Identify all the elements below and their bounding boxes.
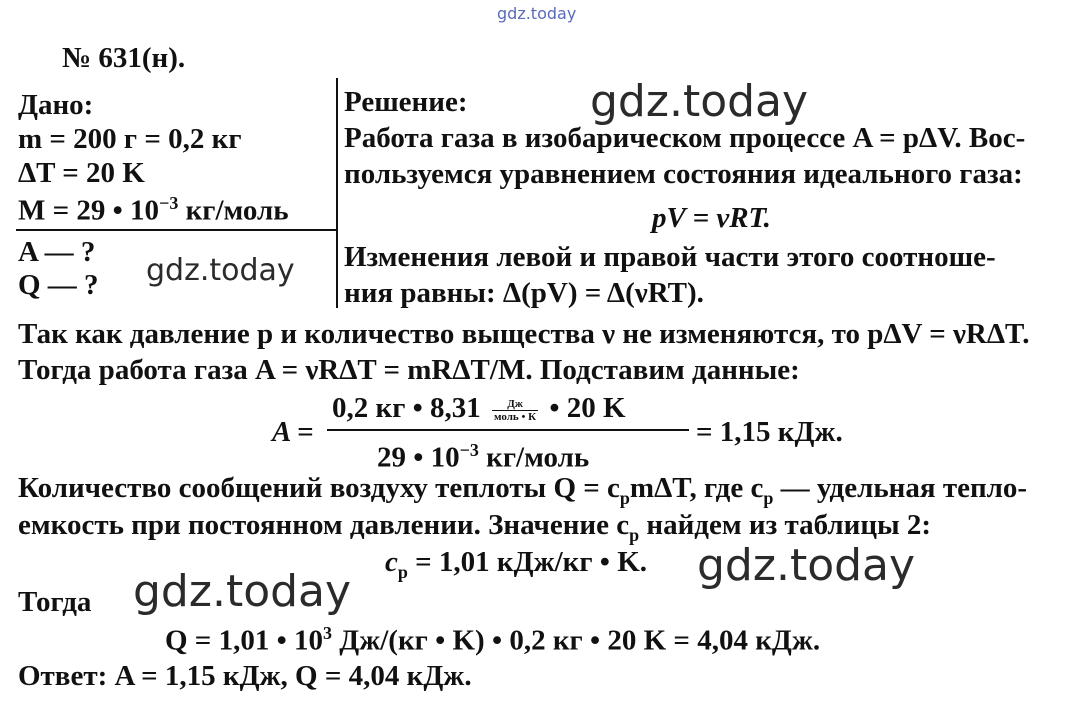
heat-formula-pre: Q = 1,01 • 10 — [165, 624, 323, 657]
formula-denominator — [377, 440, 589, 475]
watermark-top: gdz.today — [497, 4, 577, 23]
denominator-unit: кг/моль — [478, 441, 590, 474]
given-divider — [16, 229, 338, 231]
given-molar-mass — [18, 194, 289, 226]
solution-line-4: Изменения левой и правой части этого соотноше- — [344, 241, 996, 273]
line-9-post: найдем из таблицы 2: — [639, 509, 932, 541]
problem-number: № 631(н). — [62, 42, 186, 74]
given-molar-mass-pre: M = 29 • 10 — [18, 194, 160, 227]
line-8-mid: mΔT, где c — [629, 472, 764, 504]
solution-line-8 — [18, 474, 1027, 507]
cp-value: = 1,01 кДж/кг • K. — [407, 546, 647, 578]
solution-line-7: Тогда работа газа A = νRΔT = mRΔT/M. Подставим данные: — [18, 354, 800, 386]
numerator-unit-top: Дж — [492, 398, 538, 411]
line-9-sub: p — [629, 524, 640, 545]
watermark: gdz.today — [697, 540, 916, 591]
denominator-exp: −3 — [459, 440, 479, 460]
formula-numerator — [332, 392, 626, 425]
line-9-pre: емкость при постоянном давлении. Значение c — [18, 509, 630, 541]
formula-lhs: A = — [272, 416, 314, 448]
solution-line-then: Тогда — [18, 586, 92, 618]
given-delta-t: ΔT = 20 K — [18, 157, 145, 189]
heat-formula — [165, 624, 820, 656]
cp-symbol: c — [385, 546, 398, 578]
numerator-part-b: • 20 K — [549, 392, 626, 424]
find-work: A — ? — [18, 236, 96, 268]
heat-capacity-value — [385, 548, 647, 581]
denominator-pre: 29 • 10 — [377, 441, 460, 474]
heat-formula-post: Дж/(кг • K) • 0,2 кг • 20 K = 4,04 кДж. — [332, 624, 821, 657]
cp-subscript: p — [397, 561, 408, 582]
numerator-unit — [492, 398, 538, 423]
solution-line-5: ния равны: Δ(pV) = Δ(νRT). — [344, 277, 704, 309]
fraction-bar — [327, 429, 689, 431]
numerator-unit-bottom: моль • К — [494, 410, 537, 423]
watermark: gdz.today — [133, 566, 352, 617]
solution-line-2: пользуемся уравнением состояния идеального газа: — [344, 158, 1023, 190]
given-title: Дано: — [18, 89, 94, 121]
line-8-end: — удельная тепло- — [773, 472, 1028, 504]
answer-line: Ответ: A = 1,15 кДж, Q = 4,04 кДж. — [18, 660, 472, 692]
numerator-part-a: 0,2 кг • 8,31 — [332, 392, 481, 424]
line-8-sub-2: p — [763, 487, 774, 508]
given-molar-mass-exp: −3 — [159, 193, 179, 213]
watermark: gdz.today — [590, 76, 809, 127]
formula-rhs: = 1,15 кДж. — [696, 416, 843, 448]
given-molar-mass-unit: кг/моль — [178, 194, 289, 227]
solution-title: Решение: — [344, 86, 468, 118]
ideal-gas-equation: pV = νRT. — [652, 202, 771, 234]
solution-line-6: Так как давление p и количество выщества ν не изменяются, то pΔV = νRΔT. — [18, 318, 1030, 350]
given-mass: m = 200 г = 0,2 кг — [18, 123, 242, 155]
find-heat: Q — ? — [18, 269, 99, 301]
watermark: gdz.today — [146, 253, 295, 288]
heat-formula-exp: 3 — [323, 623, 332, 643]
solution-line-1: Работа газа в изобарическом процессе A = pΔV. Вос- — [344, 122, 1026, 154]
given-separator — [336, 78, 338, 308]
line-8-pre: Количество сообщений воздуху теплоты Q = c — [18, 472, 620, 504]
line-8-sub: p — [619, 487, 630, 508]
solution-line-9 — [18, 511, 931, 544]
